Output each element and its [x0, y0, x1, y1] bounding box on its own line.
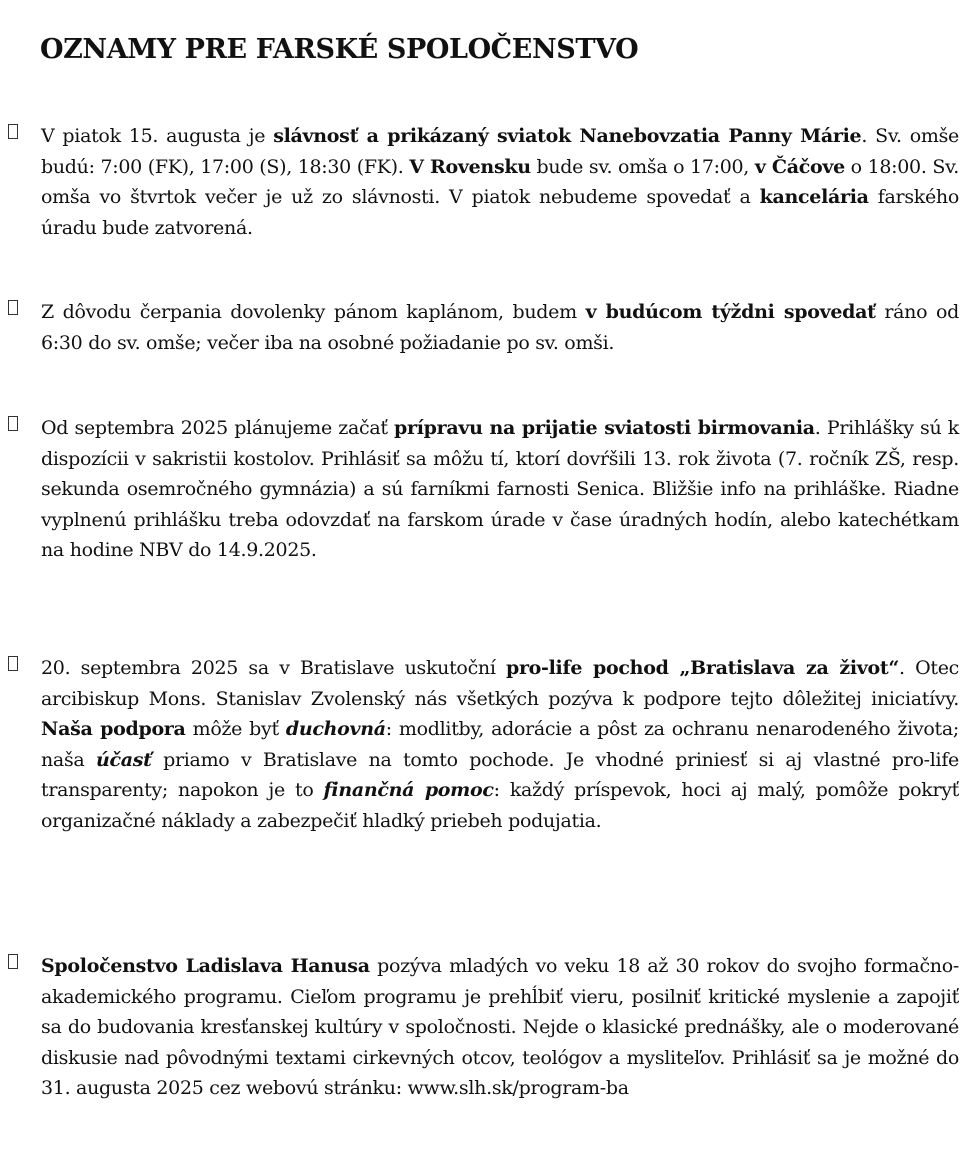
- text-run: bude sv. omša o 17:00,: [530, 155, 755, 178]
- text-run: finančná pomoc: [323, 779, 494, 801]
- bullet-box-icon: [8, 416, 18, 431]
- notice-text: [41, 653, 959, 836]
- text-run: prípravu na prijatie sviatosti birmovania: [394, 417, 815, 439]
- text-run: pozýva mladých vo veku 18 až 30 rokov do svojho formačno-akademického programu. Cieľom programu je prehĺbiť vieru, posilniť kritické myslenie a zapojiť sa do budovania kresťanskej kultúry v spoločnosti. Nejde o klasické prednášky, ale o moderované diskusie nad pôvodnými textami cirkevných otcov, teológov a mysliteľov. Prihlásiť sa je možné do 31. augusta 2025 cez webovú stránku: www.slh.sk/program-ba: [41, 955, 959, 1099]
- text-run: V Rovensku: [409, 155, 531, 178]
- text-run: . Sv. omše budú: 7:00 (FK), 17:00 (S), 18:30 (FK).: [41, 125, 959, 178]
- text-run: môže byť: [185, 718, 286, 740]
- text-run: duchovná: [285, 718, 386, 740]
- text-run: Z dôvodu čerpania dovolenky pánom kaplánom, budem: [41, 301, 586, 323]
- text-run: pro-life pochod „Bratislava za život“: [505, 657, 900, 679]
- bullet-box-icon: [8, 300, 18, 315]
- text-run: kancelária: [759, 186, 869, 208]
- text-run: priamo v Bratislave na tomto pochode. Je vhodné priniesť si aj vlastné pro-life transparenty; napokon je to: [41, 748, 959, 801]
- text-run: . Otec arcibiskup Mons. Stanislav Zvolenský nás všetkých pozýva k podpore tejto dôležitej iniciatívy.: [41, 657, 959, 710]
- text-run: v Čáčove: [754, 155, 845, 178]
- notice-text: [41, 297, 959, 358]
- bullet-box-icon: [8, 124, 18, 139]
- text-run: Od septembra 2025 plánujeme začať: [41, 417, 395, 439]
- text-run: : modlitby, adorácie a pôst za ochranu nenarodeného života; naša: [41, 718, 959, 771]
- text-run: 20. septembra 2025 sa v Bratislave uskutoční: [41, 657, 506, 679]
- text-run: farského úradu bude zatvorená.: [41, 186, 959, 239]
- notice-text: [41, 413, 959, 566]
- page-title: OZNAMY PRE FARSKÉ SPOLOČENSTVO: [40, 34, 639, 65]
- text-run: ráno od 6:30 do sv. omše; večer iba na osobné požiadanie po sv. omši.: [41, 301, 959, 354]
- text-run: : každý príspevok, hoci aj malý, pomôže pokryť organizačné náklady a zabezpečiť hladký priebeh podujatia.: [41, 779, 960, 832]
- text-run: . Prihlášky sú k dispozícii v sakristii kostolov. Prihlásiť sa môžu tí, ktorí dovŕšili 13. rok života (7. ročník ZŠ, resp. sekunda osemročného gymnázia) a sú farníkmi farnosti Senica. Bližšie info na prihláške. Riadne vyplnenú prihlášku treba odovzdať na farskom úrade v čase úradných hodín, alebo katechétkam na hodine NBV do 14.9.2025.: [41, 417, 959, 561]
- notice-text: [41, 951, 959, 1104]
- text-run: V piatok 15. augusta je: [41, 125, 274, 147]
- text-run: Spoločenstvo Ladislava Hanusa: [41, 955, 370, 977]
- bullet-box-icon: [8, 656, 18, 671]
- bullet-box-icon: [8, 954, 18, 969]
- text-run: účasť: [95, 748, 152, 771]
- text-run: slávnosť a prikázaný sviatok Nanebovzatia Panny Márie: [273, 125, 862, 147]
- notice-text: [41, 121, 959, 243]
- text-run: o 18:00. Sv. omša vo štvrtok večer je už zo slávnosti. V piatok nebudeme spovedať a: [41, 155, 959, 208]
- text-run: Naša podpora: [41, 718, 186, 740]
- text-run: v budúcom týždni spovedať: [585, 301, 876, 323]
